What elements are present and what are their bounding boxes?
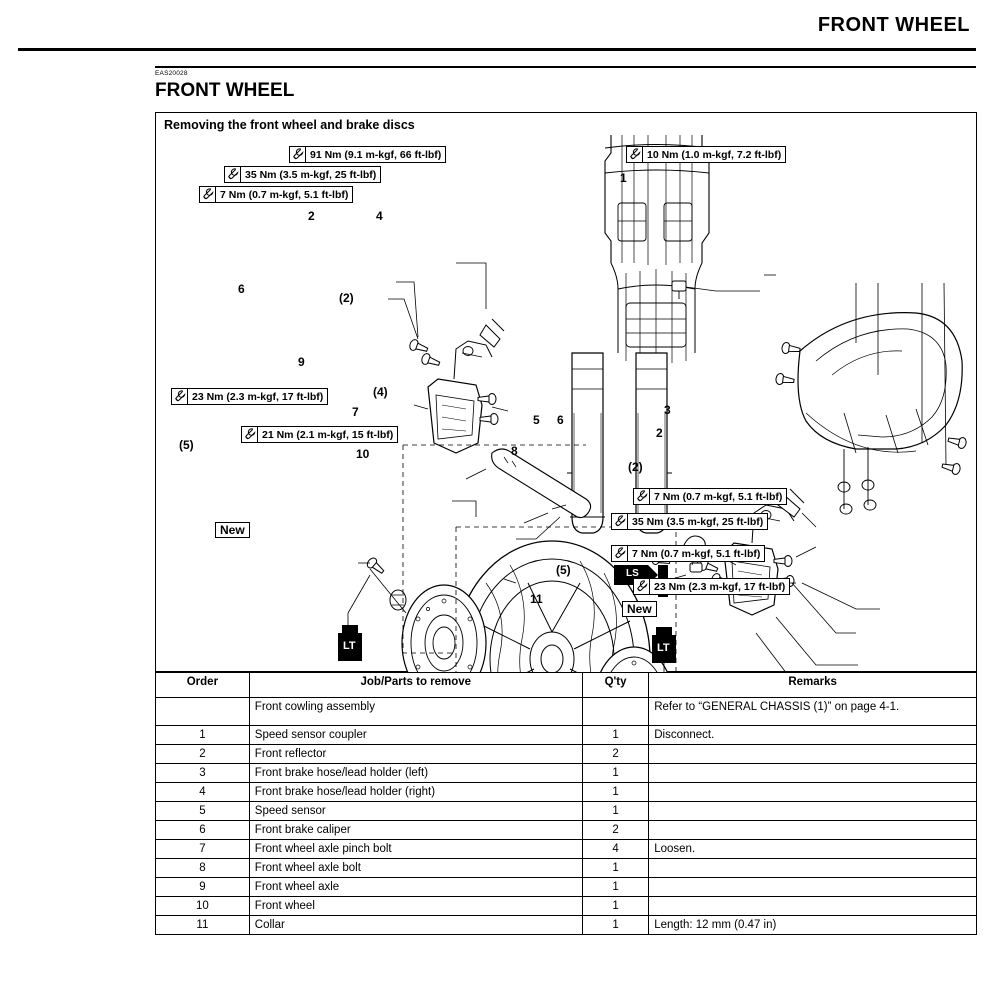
cell-qty: 1	[582, 878, 648, 897]
cell-order: 11	[156, 916, 250, 935]
cell-remarks	[649, 878, 977, 897]
item-number-1: 1	[620, 171, 627, 185]
section-code: EAS20028	[155, 70, 188, 77]
wrench-icon	[172, 389, 188, 404]
cell-remarks: Disconnect.	[649, 726, 977, 745]
item-number-2-left: 2	[308, 209, 315, 223]
cell-parts: Front brake caliper	[249, 821, 582, 840]
torque-callout-text: 35 Nm (3.5 m-kgf, 25 ft-lbf)	[245, 168, 377, 181]
torque-callout-7nm-right-2	[611, 545, 765, 562]
ls-marker-label: LS	[626, 568, 639, 579]
cell-remarks	[649, 783, 977, 802]
cell-parts: Speed sensor coupler	[249, 726, 582, 745]
figure-panel	[155, 112, 977, 672]
item-number-5: 5	[533, 413, 540, 427]
wrench-icon	[612, 514, 628, 529]
cell-order: 9	[156, 878, 250, 897]
cell-qty: 1	[582, 897, 648, 916]
lt-marker-label-right: LT	[657, 642, 670, 654]
cell-order: 7	[156, 840, 250, 859]
cell-remarks	[649, 745, 977, 764]
table-row	[156, 764, 977, 783]
table-row	[156, 878, 977, 897]
cell-parts: Front wheel axle pinch bolt	[249, 840, 582, 859]
cell-parts: Front wheel axle	[249, 878, 582, 897]
cell-remarks: Loosen.	[649, 840, 977, 859]
torque-callout-text: 7 Nm (0.7 m-kgf, 5.1 ft-lbf)	[220, 188, 349, 201]
cell-remarks	[649, 802, 977, 821]
torque-callout-text: 7 Nm (0.7 m-kgf, 5.1 ft-lbf)	[632, 547, 761, 560]
cell-remarks: Length: 12 mm (0.47 in)	[649, 916, 977, 935]
torque-callout-10nm	[626, 146, 786, 163]
cell-parts: Front brake hose/lead holder (right)	[249, 783, 582, 802]
table-row	[156, 897, 977, 916]
cell-qty: 4	[582, 840, 648, 859]
wrench-icon	[612, 546, 628, 561]
column-header-qty: Q'ty	[582, 673, 648, 698]
lt-marker-label-left: LT	[343, 640, 356, 652]
wrench-icon	[225, 167, 241, 182]
cell-parts: Front cowling assembly	[249, 698, 582, 726]
cell-order: 8	[156, 859, 250, 878]
cell-remarks	[649, 897, 977, 916]
wrench-icon	[200, 187, 216, 202]
cell-qty: 2	[582, 745, 648, 764]
item-number-7: 7	[352, 405, 359, 419]
torque-callout-23nm-left	[171, 388, 328, 405]
torque-callout-text: 35 Nm (3.5 m-kgf, 25 ft-lbf)	[632, 515, 764, 528]
cell-order: 2	[156, 745, 250, 764]
table-row	[156, 802, 977, 821]
item-number-2-paren-right: (2)	[628, 460, 643, 474]
torque-callout-7nm-right-1	[633, 488, 787, 505]
item-number-4-paren: (4)	[373, 385, 388, 399]
wrench-icon	[290, 147, 306, 162]
table-row	[156, 916, 977, 935]
table-row	[156, 821, 977, 840]
item-number-3: 3	[664, 403, 671, 417]
cell-parts: Front wheel axle bolt	[249, 859, 582, 878]
new-part-badge-right: New	[622, 601, 657, 617]
item-number-4: 4	[376, 209, 383, 223]
cell-order: 6	[156, 821, 250, 840]
cell-order: 1	[156, 726, 250, 745]
item-number-2-right: 2	[656, 426, 663, 440]
cell-parts: Speed sensor	[249, 802, 582, 821]
cell-order	[156, 698, 250, 726]
item-number-9: 9	[298, 355, 305, 369]
item-number-2-paren-left: (2)	[339, 291, 354, 305]
cell-order: 3	[156, 764, 250, 783]
wrench-icon	[634, 489, 650, 504]
column-header-order: Order	[156, 673, 250, 698]
item-number-6-right: 6	[557, 413, 564, 427]
cell-parts: Front brake hose/lead holder (left)	[249, 764, 582, 783]
torque-callout-text: 23 Nm (2.3 m-kgf, 17 ft-lbf)	[192, 390, 324, 403]
table-row	[156, 726, 977, 745]
wrench-icon	[634, 579, 650, 594]
cell-remarks	[649, 764, 977, 783]
table-row	[156, 840, 977, 859]
section-rule	[155, 66, 976, 68]
parts-table	[155, 672, 977, 935]
item-number-10: 10	[356, 447, 370, 461]
torque-callout-35nm-left	[224, 166, 381, 183]
table-row	[156, 783, 977, 802]
cell-qty	[582, 698, 648, 726]
torque-callout-text: 91 Nm (9.1 m-kgf, 66 ft-lbf)	[310, 148, 442, 161]
torque-callout-23nm-right	[633, 578, 790, 595]
torque-callout-text: 7 Nm (0.7 m-kgf, 5.1 ft-lbf)	[654, 490, 783, 503]
cell-qty: 1	[582, 764, 648, 783]
item-number-5-paren-right: (5)	[556, 563, 571, 577]
torque-callout-21nm	[241, 426, 398, 443]
table-header-row	[156, 673, 977, 698]
column-header-remarks: Remarks	[649, 673, 977, 698]
cell-order: 5	[156, 802, 250, 821]
item-number-11: 11	[530, 592, 543, 606]
torque-callout-text: 21 Nm (2.1 m-kgf, 15 ft-lbf)	[262, 428, 394, 441]
item-number-5-paren-left: (5)	[179, 438, 194, 452]
table-row	[156, 859, 977, 878]
column-header-parts: Job/Parts to remove	[249, 673, 582, 698]
cell-order: 4	[156, 783, 250, 802]
table-row	[156, 698, 977, 726]
cell-qty: 1	[582, 783, 648, 802]
torque-callout-35nm-right	[611, 513, 768, 530]
torque-callout-text: 23 Nm (2.3 m-kgf, 17 ft-lbf)	[654, 580, 786, 593]
cell-qty: 1	[582, 859, 648, 878]
wrench-icon	[242, 427, 258, 442]
item-number-8: 8	[511, 444, 518, 458]
cell-qty: 1	[582, 726, 648, 745]
torque-callout-text: 10 Nm (1.0 m-kgf, 7.2 ft-lbf)	[647, 148, 782, 161]
table-row	[156, 745, 977, 764]
item-number-6-left: 6	[238, 282, 245, 296]
cell-remarks: Refer to “GENERAL CHASSIS (1)” on page 4-1.	[649, 698, 977, 726]
torque-callout-91nm	[289, 146, 446, 163]
cell-qty: 2	[582, 821, 648, 840]
cell-parts: Front wheel	[249, 897, 582, 916]
cell-parts: Front reflector	[249, 745, 582, 764]
figure-caption: Removing the front wheel and brake discs	[164, 118, 415, 132]
cell-remarks	[649, 821, 977, 840]
cell-remarks	[649, 859, 977, 878]
torque-callout-7nm-left	[199, 186, 353, 203]
cell-order: 10	[156, 897, 250, 916]
header-rule	[18, 48, 976, 51]
page-header-title: FRONT WHEEL	[817, 14, 970, 36]
cell-qty: 1	[582, 916, 648, 935]
cell-parts: Collar	[249, 916, 582, 935]
cell-qty: 1	[582, 802, 648, 821]
section-title: FRONT WHEEL	[155, 80, 295, 101]
new-part-badge-left: New	[215, 522, 250, 538]
wrench-icon	[627, 147, 643, 162]
